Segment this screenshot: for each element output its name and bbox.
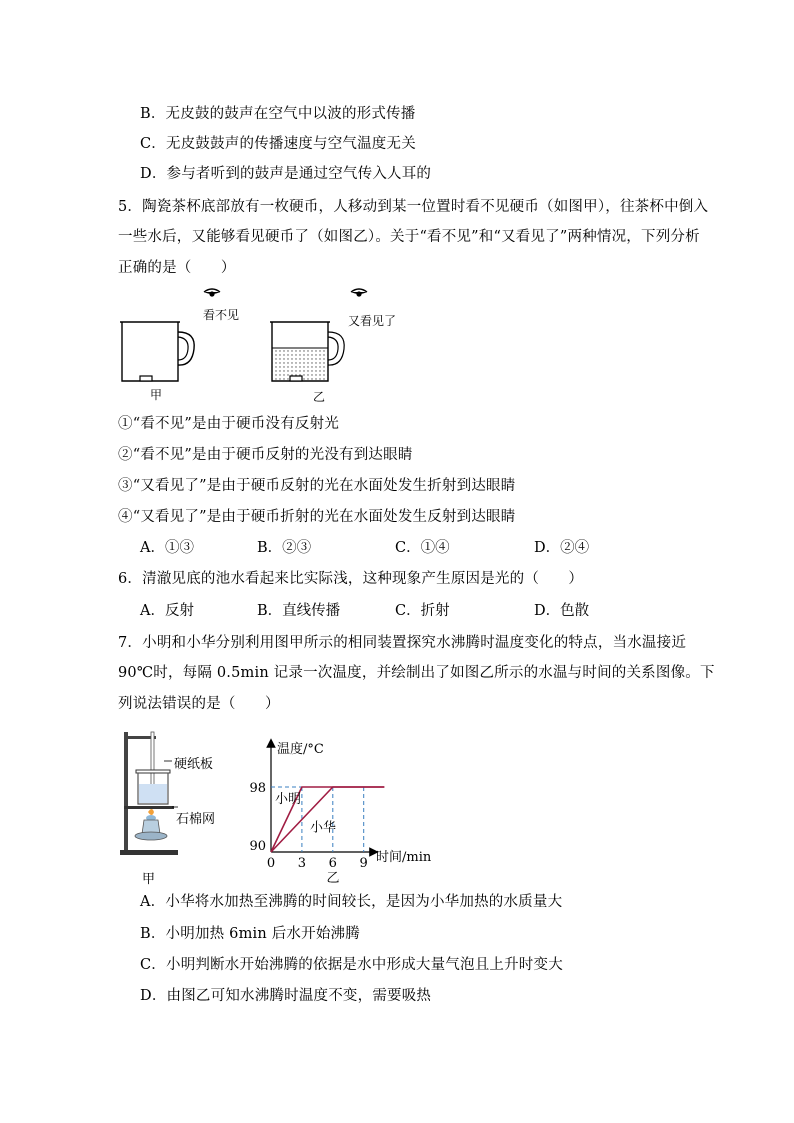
coin-icon	[290, 376, 302, 381]
cup-label-jia: 甲	[150, 388, 163, 402]
q6-option-b: B．直线传播	[257, 603, 341, 619]
label-gauze: 石棉网	[176, 812, 216, 827]
series-label-xiaoming: 小明	[275, 792, 302, 807]
q4-option-d: D．参与者听到的鼓声是通过空气传入人耳的	[140, 166, 432, 182]
q7-stem-line-2: 90℃时，每隔 0.5min 记录一次温度，并绘制出了如图乙所示的水温与时间的关系图像。下	[118, 665, 715, 681]
x-tick-label: 0	[266, 856, 276, 871]
q7-stem-line-1: 7．小明和小华分别利用图甲所示的相同装置探究水沸腾时温度变化的特点，当水温接近	[118, 635, 687, 651]
cup-empty	[120, 322, 194, 381]
q5-statement-2: ②“看不见”是由于硬币反射的光没有到达眼睛	[118, 447, 413, 463]
q5-option-d: D．②④	[534, 540, 590, 556]
q5-statement-4: ④“又看见了”是由于硬币折射的光在水面处发生反射到达眼睛	[118, 509, 516, 525]
q5-stem-line-1: 5．陶瓷茶杯底部放有一枚硬币，人移动到某一位置时看不见硬币（如图甲），往茶杯中倒入	[118, 199, 709, 215]
chart-fig-label: 乙	[326, 871, 340, 886]
chart-labels	[249, 741, 431, 886]
q7-apparatus-figure	[116, 726, 226, 861]
q4-option-c: C．无皮鼓鼓声的传播速度与空气温度无关	[140, 136, 416, 152]
q5-option-a: A．①③	[140, 540, 194, 556]
x-tick-label: 3	[297, 856, 307, 871]
q6-option-d: D．色散	[534, 603, 590, 619]
q5-stem-line-2: 一些水后，又能够看见硬币了（如图乙）。关于“看不见”和“又看见了”两种情况，下列分析	[118, 229, 700, 245]
q7-option-d: D．由图乙可知水沸腾时温度不变，需要吸热	[140, 988, 432, 1004]
y-tick-label: 90	[249, 839, 266, 854]
eye-icon	[204, 289, 220, 297]
q5-option-c: C．①④	[395, 540, 450, 556]
q7-option-b: B．小明加热 6min 后水开始沸腾	[140, 926, 360, 942]
q7-option-c: C．小明判断水开始沸腾的依据是水中形成大量气泡且上升时变大	[140, 957, 563, 973]
q6-option-a: A．反射	[140, 603, 194, 619]
x-tick-label: 6	[328, 856, 337, 871]
q5-option-b: B．②③	[257, 540, 312, 556]
cup-label-yi: 乙	[313, 390, 326, 404]
q5-statement-3: ③“又看见了”是由于硬币反射的光在水面处发生折射到达眼睛	[118, 478, 516, 494]
series-label-xiaohua: 小华	[310, 820, 337, 836]
x-tick-label: 9	[359, 856, 368, 871]
q5-stem-line-3: 正确的是（ ）	[118, 260, 236, 276]
coin-icon	[140, 376, 152, 381]
cup-with-water	[270, 322, 344, 381]
y-tick-label: 98	[249, 781, 266, 796]
q5-statement-1: ①“看不见”是由于硬币没有反射光	[118, 416, 340, 432]
temperature-time-chart	[246, 735, 446, 885]
label-cardboard: 硬纸板	[174, 757, 214, 772]
q6-option-c: C．折射	[395, 603, 450, 619]
eye-caption-left: 看不见	[203, 308, 240, 322]
q7-option-a: A．小华将水加热至沸腾的时间较长，是因为小华加热的水质量大	[140, 894, 563, 910]
y-axis-label: 温度/°C	[277, 742, 324, 757]
eye-caption-right: 又看见了	[348, 314, 397, 328]
x-axis-label: 时间/min	[376, 850, 432, 865]
q4-option-b: B．无皮鼓的鼓声在空气中以波的形式传播	[140, 106, 416, 122]
eye-icon	[351, 289, 367, 297]
q7-stem-line-3: 列说法错误的是（ ）	[118, 696, 280, 712]
q6-stem: 6．清澈见底的池水看起来比实际浅，这种现象产生原因是光的（ ）	[118, 571, 584, 587]
label-fig-jia: 甲	[142, 872, 156, 887]
